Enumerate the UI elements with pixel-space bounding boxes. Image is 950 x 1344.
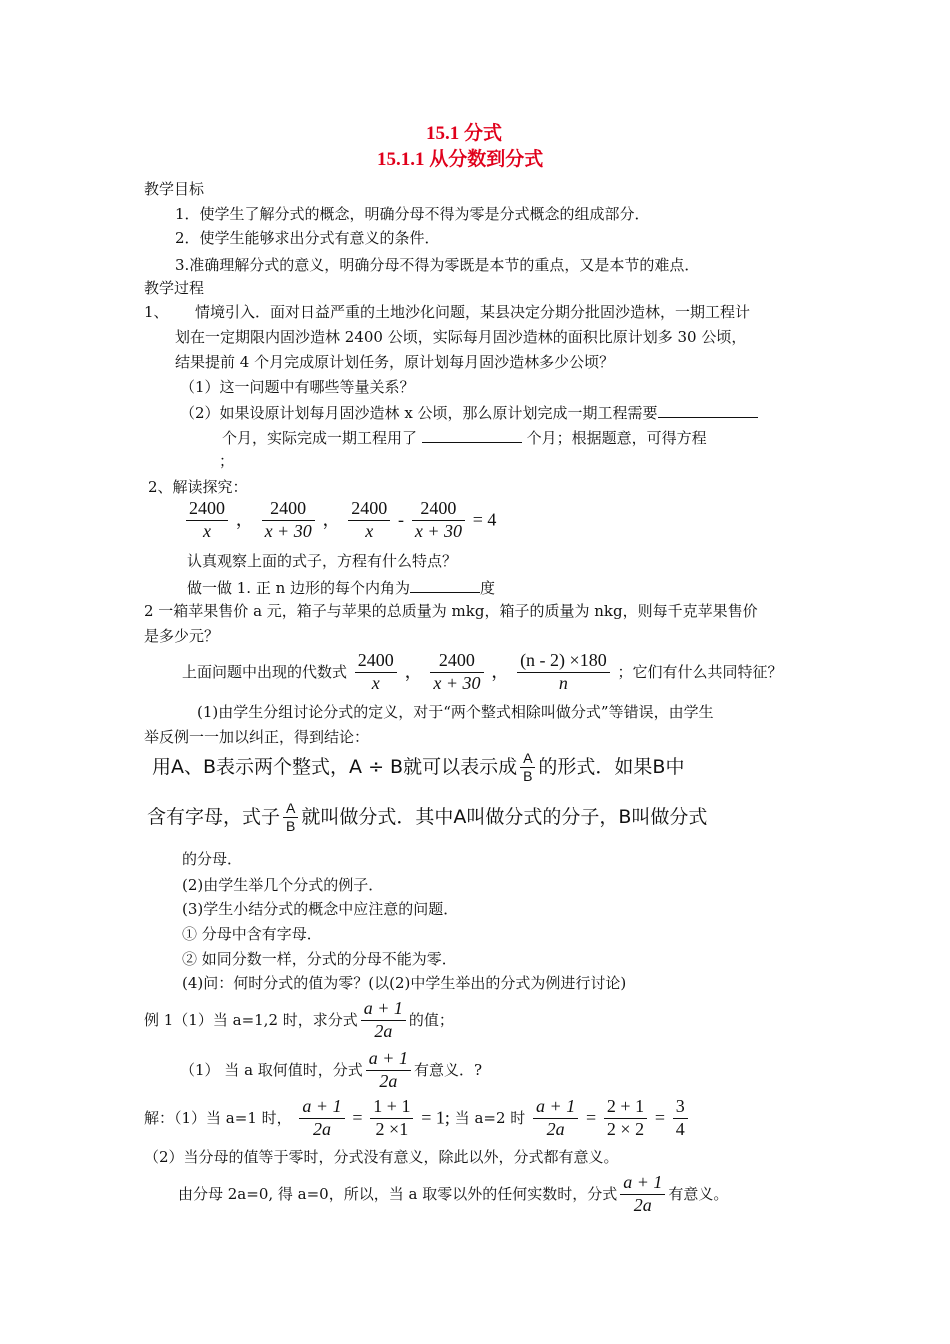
question-2-cont [222, 428, 707, 447]
point-2: (2)由学生举几个分式的例子． [182, 876, 384, 894]
fraction: $\frac{2400}{x}$ [355, 650, 397, 694]
answer-blank[interactable] [658, 403, 758, 418]
fraction: $\frac{(n - 2) \times 180}{n}$ [517, 650, 610, 694]
goal-item: 3.准确理解分式的意义，明确分母不得为零既是本节的重点，又是本节的难点． [175, 256, 700, 274]
question-2-text: （2）如果设原计划每月固沙造林 x 公顷，那么原计划完成一期工程需要 [180, 404, 658, 422]
point-3: (3)学生小结分式的概念中应注意的问题． [182, 900, 459, 918]
fraction: $\frac{3}{4}$ [673, 1096, 688, 1140]
fraction: $\frac{2400}{x + 30}$ [412, 498, 465, 542]
observe-text: 认真观察上面的式子，方程有什么特点？ [187, 552, 458, 570]
discussion-text: (1)由学生分组讨论分式的定义，对于“两个整式相除叫做分式”等错误，由学生 [197, 703, 714, 721]
solution-part-2: （2）当分母的值等于零时，分式没有意义，除此以外，分式都有意义。 [144, 1148, 619, 1166]
example-1-q2: （1） 当 a 取何值时，分式 $\frac{a + 1}{2a}$ 有意义．? [180, 1048, 482, 1091]
scenario-text: 结果提前 4 个月完成原计划任务，原计划每月固沙造林多少公顷？ [175, 353, 615, 371]
solution-conclusion: 由分母 2a=0, 得 a=0，所以，当 a 取零以外的任何实数时，分式 $\frac{a + 1}{2a}$ 有意义。 [178, 1172, 729, 1215]
definition-line: 用A、B表示两个整式，A ÷ B就可以表示成 $\frac{A}{B}$ 的形式．如果B中 [152, 750, 685, 784]
fraction: $\frac{a + 1}{2a}$ [620, 1172, 665, 1216]
fraction: $\frac{1 + 1}{2 \times 1}$ [370, 1096, 413, 1140]
definition-end: 的分母． [182, 850, 243, 868]
goals-heading: 教学目标 [144, 180, 205, 198]
concept-note-1: ① 分母中含有字母． [182, 925, 322, 943]
scenario-text: 划在一定期限内固沙造林 2400 公顷，实际每月固沙造林的面积比原计划多 30 公顷， [175, 328, 747, 346]
do-it-line: 做一做 1. 正 n 边形的每个内角为 度 [187, 579, 496, 597]
question-2-end: ； [219, 452, 235, 470]
section-title: 15.1 分式 [426, 123, 503, 144]
apple-problem: 是多少元？ [144, 627, 220, 645]
goal-item: 2．使学生能够求出分式有意义的条件． [175, 229, 440, 247]
fraction: $\frac{2400}{x}$ [348, 498, 390, 542]
example-1-q1: 例 1（1）当 a=1,2 时，求分式 $\frac{a + 1}{2a}$ 的值； [144, 998, 454, 1041]
fraction: $\frac{a + 1}{2a}$ [366, 1048, 411, 1092]
fraction: $\frac{2400}{x + 30}$ [430, 650, 483, 694]
common-feature-line: 上面问题中出现的代数式 $\frac{2400}{x}$ ， $\frac{2400}{x + 30}$ ， $\frac{(n - 2) \times 180}{n}$ ；它们有什么共同特征？ [182, 650, 783, 693]
process-heading: 教学过程 [144, 279, 205, 297]
section1-number: 1、 [144, 303, 169, 321]
discussion-text: 举反例一一加以纠正，得到结论： [144, 728, 370, 746]
fraction: $\frac{2400}{x + 30}$ [262, 498, 315, 542]
concept-note-2: ② 如同分数一样，分式的分母不能为零． [182, 950, 457, 968]
apple-problem: 2 一箱苹果售价 a 元，箱子与苹果的总质量为 mkg，箱子的质量为 nkg，则每千克苹果售价 [144, 602, 758, 620]
fraction: $\frac{2 + 1}{2 \times 2}$ [604, 1096, 647, 1140]
question-2-text: 个月；根据题意，可得方程 [526, 429, 707, 447]
goal-item: 1．使学生了解分式的概念，明确分母不得为零是分式概念的组成部分． [175, 205, 650, 223]
subsection-title: 15.1.1 从分数到分式 [377, 149, 544, 170]
fraction: $\frac{a + 1}{2a}$ [533, 1096, 578, 1140]
scenario-text: 情境引入．面对日益严重的土地沙化问题，某县决定分期分批固沙造林，一期工程计 [195, 303, 751, 321]
definition-line: 含有字母，式子 $\frac{A}{B}$ 就叫做分式．其中A叫做分式的分子，B叫做分式 [147, 800, 708, 834]
fraction: $\frac{a + 1}{2a}$ [361, 998, 406, 1042]
question-2-text: 个月，实际完成一期工程用了 [222, 429, 418, 447]
section2-heading: 2、解读探究： [148, 478, 248, 496]
question-2 [180, 403, 758, 422]
fraction: $\frac{2400}{x}$ [186, 498, 228, 542]
answer-blank[interactable] [410, 578, 480, 593]
solution-line: 解：（1）当 a=1 时， $\frac{a + 1}{2a}$ = $\frac{1 + 1}{2 \times 1}$ = 1; 当 a=2 时 $\frac{a + 1}{2a}$ = $\frac{2 + 1}{2 \times 2}$ = $\frac{3}{4}$ [144, 1096, 691, 1140]
answer-blank[interactable] [422, 428, 522, 443]
fraction: $\frac{A}{B}$ [283, 800, 298, 835]
question-1: （1）这一问题中有哪些等量关系？ [180, 378, 415, 396]
fraction: $\frac{A}{B}$ [520, 750, 535, 785]
expression-row: $\frac{2400}{x}$ ， $\frac{2400}{x + 30}$ ， $\frac{2400}{x}$ - $\frac{2400}{x + 30}$ = 4 [183, 498, 496, 542]
point-4: (4)问：何时分式的值为零？(以(2)中学生举出的分式为例进行讨论) [182, 974, 627, 992]
fraction: $\frac{a + 1}{2a}$ [299, 1096, 344, 1140]
